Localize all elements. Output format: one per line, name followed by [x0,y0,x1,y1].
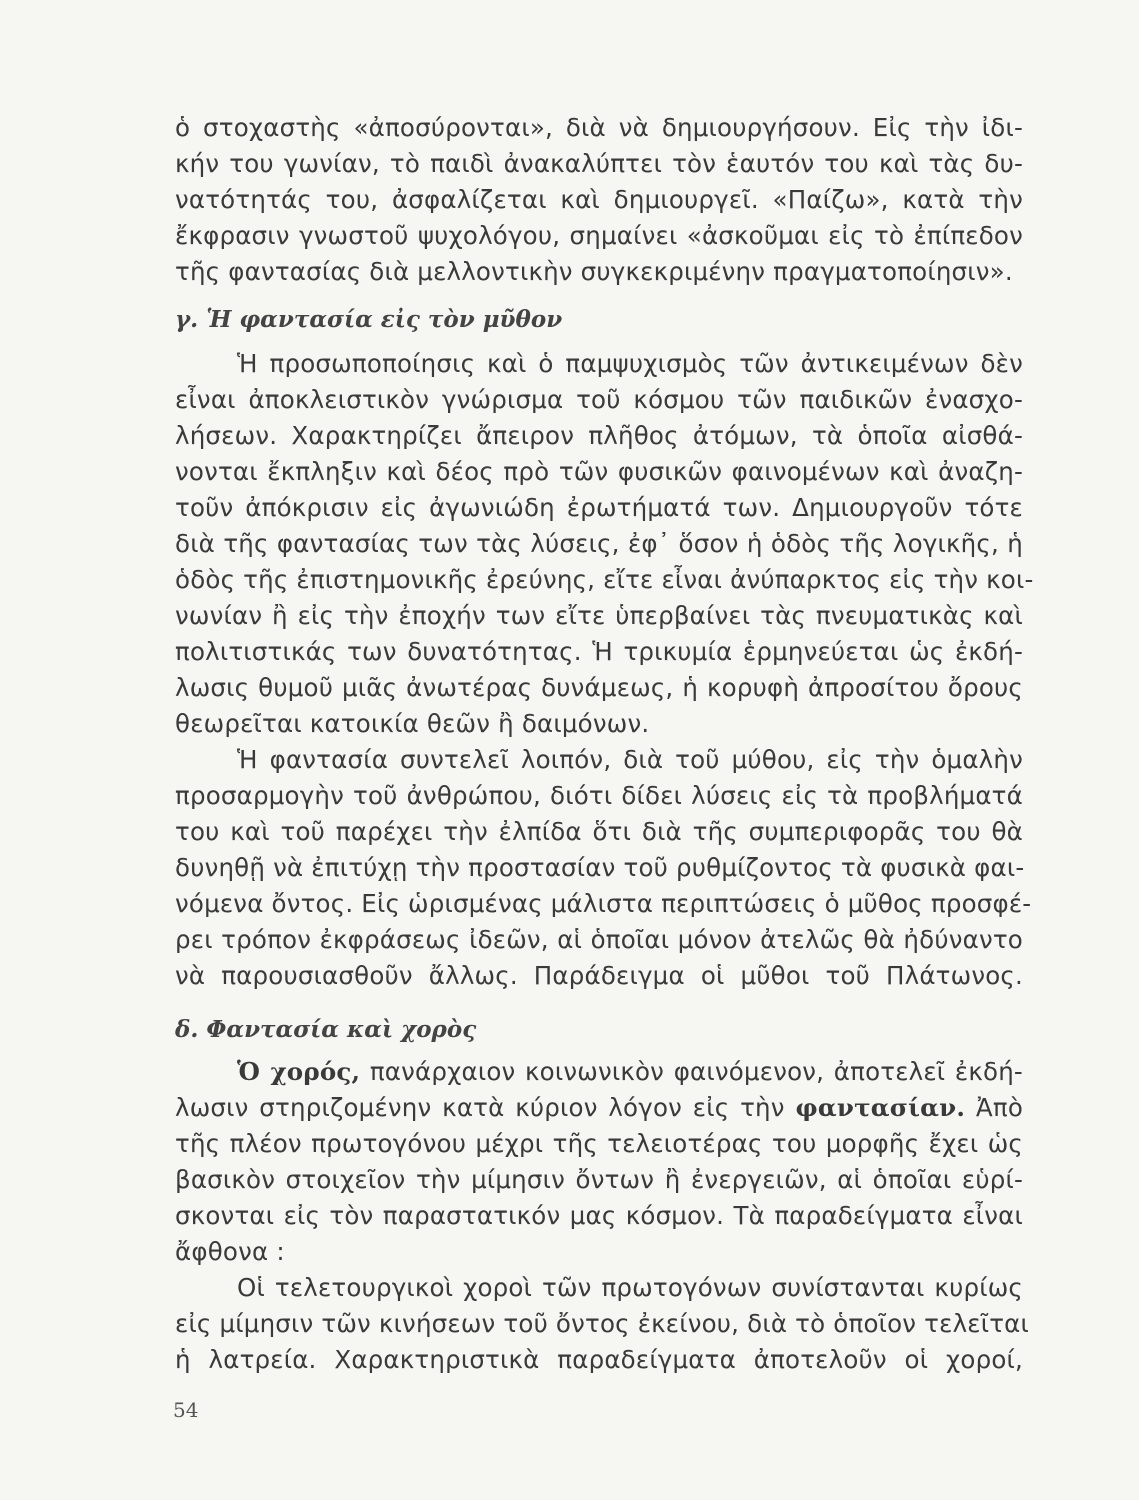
bold-term: φαντασίαν. [795,1093,966,1122]
text-span: Ἀπὸ [965,1093,1024,1122]
text-line: εἶναι ἀποκλειστικὸν γνώρισμα τοῦ κόσμου τῶν παιδικῶν ἐνασχο- [175,385,1023,414]
text-line: νόμενα ὄντος. Εἰς ὡρισμένας μάλιστα περιπτώσεις ὁ μῦθος προσφέ- [175,889,1032,918]
text-line: του καὶ τοῦ παρέχει τὴν ἐλπίδα ὅτι διὰ τῆς συμπεριφορᾶς του θὰ [175,817,1023,846]
text-line: ὁδὸς τῆς ἐπιστημονικῆς ἐρεύνης, εἴτε εἶναι ἀνύπαρκτος εἰς τὴν κοι- [175,565,1034,594]
text-line: τοῦν ἀπόκρισιν εἰς ἀγωνιώδη ἐρωτήματά των. Δημιουργοῦν τότε [175,493,1023,522]
text-line: Ἡ προσωποποίησις καὶ ὁ παμψυχισμὸς τῶν ἀντικειμένων δὲν [237,349,1023,378]
text-line: τῆς φαντασίας διὰ μελλοντικὴν συγκεκριμένην πραγματοποίησιν». [175,257,1013,286]
text-line: ἄφθονα : [175,1237,285,1266]
text-line: Οἱ τελετουργικοὶ χοροὶ τῶν πρωτογόνων συνίστανται κυρίως [237,1273,1023,1302]
section-heading-g: γ. Ἡ φαντασία εἰς τὸν μῦθον [175,306,563,333]
text-line: πολιτιστικάς των δυνατότητας. Ἡ τρικυμία ἑρμηνεύεται ὡς ἐκδή- [175,637,1023,666]
text-line: δυνηθῇ νὰ ἐπιτύχῃ τὴν προστασίαν τοῦ ρυθμίζοντος τὰ φυσικὰ φαι- [175,853,1025,882]
text-line: νωνίαν ἢ εἰς τὴν ἐποχήν των εἴτε ὑπερβαίνει τὰς πνευματικὰς καὶ [175,601,1023,630]
text-line: θεωρεῖται κατοικία θεῶν ἢ δαιμόνων. [175,709,650,738]
paragraph-5 [175,1270,1029,1378]
text-line: λωσις θυμοῦ μιᾶς ἀνωτέρας δυνάμεως, ἡ κορυφὴ ἀπροσίτου ὄρους [175,673,1023,702]
text-line [175,1090,1023,1126]
text-line: ἔκφρασιν γνωστοῦ ψυχολόγου, σημαίνει «ἀσκοῦμαι εἰς τὸ ἐπίπεδον [175,221,1023,250]
text-span: πανάρχαιον κοινωνικὸν φαινόμενον, ἀποτελεῖ ἐκδή- [360,1057,1023,1086]
text-line: εἰς μίμησιν τῶν κινήσεων τοῦ ὄντος ἐκείνου, διὰ τὸ ὁποῖον τελεῖται [175,1309,1029,1338]
text-span: λωσιν στηριζομένην κατὰ κύριον λόγον εἰς τὴν [175,1093,796,1122]
text-line: βασικὸν στοιχεῖον τὴν μίμησιν ὄντων ἢ ἐνεργειῶν, αἱ ὁποῖαι εὑρί- [175,1165,1023,1194]
text-line: ὁ στοχαστὴς «ἀποσύρονται», διὰ νὰ δημιουργήσουν. Εἰς τὴν ἰδι- [175,113,1023,142]
text-line: κήν του γωνίαν, τὸ παιδὶ ἀνακαλύπτει τὸν ἑαυτόν του καὶ τὰς δυ- [175,149,1023,178]
page-body [175,110,1034,1378]
text-line: τῆς πλέον πρωτογόνου μέχρι τῆς τελειοτέρας του μορφῆς ἔχει ὡς [175,1129,1023,1158]
paragraph-3 [175,742,1032,994]
text-line: ἡ λατρεία. Χαρακτηριστικὰ παραδείγματα ἀποτελοῦν οἱ χοροί, [175,1345,1023,1374]
text-line: νὰ παρουσιασθοῦν ἄλλως. Παράδειγμα οἱ μῦθοι τοῦ Πλάτωνος. [175,961,1023,990]
text-line: προσαρμογὴν τοῦ ἀνθρώπου, διότι δίδει λύσεις εἰς τὰ προβλήματά [175,781,1023,810]
text-line: λήσεων. Χαρακτηρίζει ἄπειρον πλῆθος ἀτόμων, τὰ ὁποῖα αἰσθά- [175,421,1023,450]
text-line [175,1054,1023,1090]
text-line: ρει τρόπον ἐκφράσεως ἰδεῶν, αἱ ὁποῖαι μόνον ἀτελῶς θὰ ἠδύναντο [175,925,1023,954]
text-line: διὰ τῆς φαντασίας των τὰς λύσεις, ἐφ᾽ ὅσον ἡ ὁδὸς τῆς λογικῆς, ἡ [175,529,1023,558]
text-line: νονται ἔκπληξιν καὶ δέος πρὸ τῶν φυσικῶν φαινομένων καὶ ἀναζη- [175,457,1023,486]
text-line: Ἡ φαντασία συντελεῖ λοιπόν, διὰ τοῦ μύθου, εἰς τὴν ὁμαλὴν [237,745,1023,774]
bold-term: Ὁ χορός, [237,1057,361,1086]
paragraph-2 [175,346,1034,742]
page-number: 54 [173,1398,199,1422]
text-line: σκονται εἰς τὸν παραστατικόν μας κόσμον. Τὰ παραδείγματα εἶναι [175,1201,1023,1230]
section-heading-d: δ. Φαντασία καὶ χορὸς [175,1016,477,1043]
text-line: νατότητάς του, ἀσφαλίζεται καὶ δημιουργεῖ. «Παίζω», κατὰ τὴν [175,185,1023,214]
paragraph-1 [175,110,1023,290]
paragraph-4 [175,1054,1023,1270]
